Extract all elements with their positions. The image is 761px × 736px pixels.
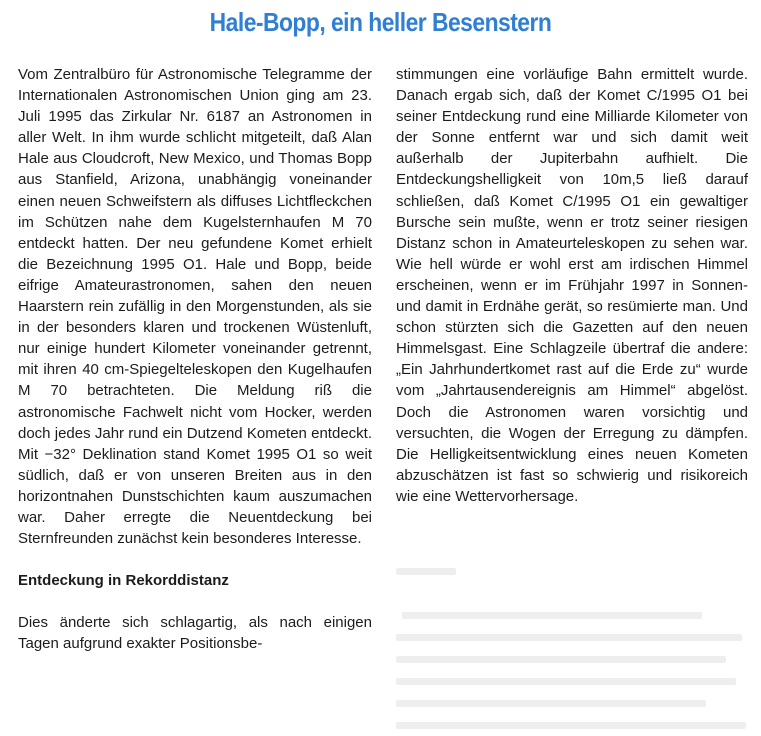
section-paragraph: Dies änderte sich schlagartig, als nach einigen Tagen aufgrund exakter Positionsbe- xyxy=(18,614,372,653)
right-column xyxy=(396,64,748,507)
article-title: Hale-Bopp, ein heller Besenstern xyxy=(209,7,552,37)
section-heading: Entdeckung in Rekorddistanz xyxy=(18,572,229,590)
continuation-paragraph: stimmungen eine vorläufige Bahn ermittelt wurde. Danach ergab sich, daß der Komet C/1995 O1 bei seiner Entdeckung rund eine Milliarde Kilometer von der Sonne entfernt war und sich damit weit außerhalb der Jupiterbahn aufhielt. Die Entdeckungshelligkeit von 10m,5 ließ darauf schließen, daß Komet C/1995 O1 ein gewaltiger Bursche sein mußte, wenn er trotz seiner riesigen Distanz schon in Amateurteleskopen zu sehen war. Wie hell würde er wohl erst am irdischen Himmel erscheinen, wenn er im Frühjahr 1997 in Sonnen- und damit in Erdnähe gerät, so resümierte man. Und schon stürzten sich die Gazetten auf den neuen Himmelsgast. Eine Schlagzeile übertraf die andere: „Ein Jahrhundertkomet rast auf die Erde zu“ wurde vom „Jahrtausendereignis am Himmel“ abgelöst. Doch die Astronomen waren vorsichtig und versuchten, die Wogen der Erregung zu dämpfen. Die Helligkeitsentwicklung eines neuen Kometen abzuschätzen ist fast so schwierig und risikoreich wie eine Wettervorhersage. xyxy=(396,66,748,505)
intro-paragraph: Vom Zentralbüro für Astronomische Telegramme der Internationalen Astronomischen Union ging am 23. Juli 1995 das Zirkular Nr. 6187 an Astronomen in aller Welt. In ihm wurde schlicht mitgeteilt, daß Alan Hale aus Cloudcroft, New Mexico, und Thomas Bopp aus Stanfield, Arizona, unabhängig voneinander einen neuen Schweifstern als diffuses Lichtfleckchen im Schützen nahe dem Kugelsternhaufen M 70 entdeckt hatten. Der neu gefundene Komet erhielt die Bezeichnung 1995 O1. Hale und Bopp, beide eifrige Amateurastronomen, sahen den neuen Haarstern rein zufällig in den Morgenstunden, als sie in der besonders klaren und trockenen Wüstenluft, nur einige hundert Kilometer voneinander getrennt, mit ihren 40 cm-Spiegelteleskopen den Kugelhaufen M 70 betrachteten. Die Meldung riß die astronomische Fachwelt nicht vom Hocker, werden doch jedes Jahr rund ein Dutzend Kometen entdeckt. Mit −32° Deklination stand Komet 1995 O1 so weit südlich, daß er von unseren Breiten aus in den horizontnahen Dunstschichten kaum auszumachen war. Daher erregte die Neuentdeckung bei Sternfreunden zunächst kein besonderes Interesse. xyxy=(18,66,372,548)
left-column xyxy=(18,64,372,654)
faint-bleed-through xyxy=(396,560,748,736)
